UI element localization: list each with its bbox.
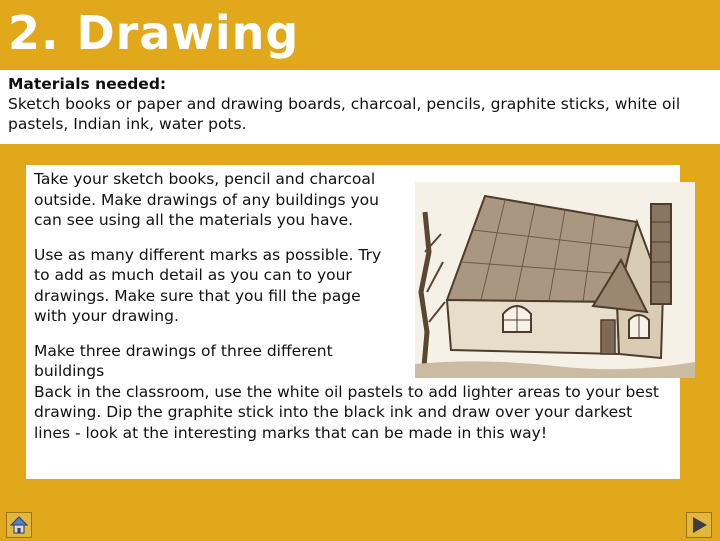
materials-text: Sketch books or paper and drawing boards, charcoal, pencils, graphite sticks, white oil pastels, Indian ink, water pots. [8, 95, 681, 133]
instruction-paragraph: Make three drawings of three different buildings [34, 341, 333, 380]
play-triangle-icon [687, 513, 711, 537]
materials-heading: Materials needed: [8, 75, 167, 93]
slide-title: 2. Drawing [8, 6, 300, 60]
instruction-paragraph: Use as many different marks as possible. Try to add as much detail as you can to your drawings. Make sure that you fill the page with your drawing. [34, 245, 382, 325]
next-slide-button[interactable] [686, 512, 712, 538]
instruction-paragraph: Back in the classroom, use the white oil pastels to add lighter areas to your best drawing. Dip the graphite stick into the black ink and draw over your darkest lines - look at the interesting marks that can be made in this way! [34, 382, 659, 442]
home-icon [7, 513, 31, 537]
materials-panel [0, 70, 720, 144]
instruction-paragraph: Take your sketch books, pencil and charcoal outside. Make drawings of any buildings you can see using all the materials you have. [34, 170, 379, 229]
home-button[interactable] [6, 512, 32, 538]
building-sketch-image [415, 182, 695, 378]
